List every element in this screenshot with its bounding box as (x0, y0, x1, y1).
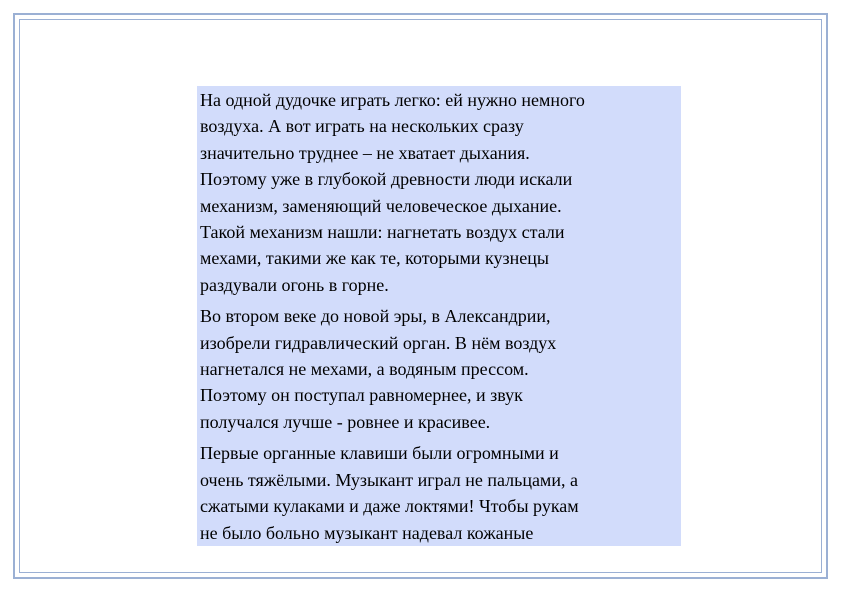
text-line: очень тяжёлыми. Музыкант играл не пальцами, а (200, 469, 578, 490)
text-line: значительно труднее – не хватает дыхания. (200, 142, 530, 163)
text-line: нагнетался не мехами, а водяным прессом. (200, 359, 529, 380)
paragraph-3 (200, 440, 679, 546)
text-line: сжатыми кулаками и даже локтями! Чтобы рукам (200, 496, 579, 517)
paragraph-2 (200, 303, 679, 435)
text-line: механизм, заменяющий человеческое дыхание. (200, 195, 562, 216)
text-line: Поэтому он поступал равномернее, и звук (200, 385, 523, 406)
text-line: мехами, такими же как те, которыми кузнецы (200, 248, 549, 269)
text-line: раздували огонь в горне. (200, 274, 389, 295)
text-line: получался лучше - ровнее и красивее. (200, 411, 491, 432)
text-line: На одной дудочке играть легко: ей нужно немного (200, 90, 585, 110)
text-line: Первые органные клавиши были огромными и (200, 443, 559, 464)
text-line: Поэтому уже в глубокой древности люди искали (200, 169, 573, 190)
paragraph-1 (200, 87, 679, 298)
text-line: Такой механизм нашли: нагнетать воздух стали (200, 222, 565, 243)
text-line: Во втором веке до новой эры, в Александрии, (200, 306, 551, 327)
text-line: изобрели гидравлический орган. В нём воздух (200, 332, 557, 353)
text-line: воздуха. А вот играть на нескольких сразу (200, 116, 524, 137)
text-box (197, 86, 681, 546)
text-line: не было больно музыкант надевал кожаные (200, 522, 534, 543)
